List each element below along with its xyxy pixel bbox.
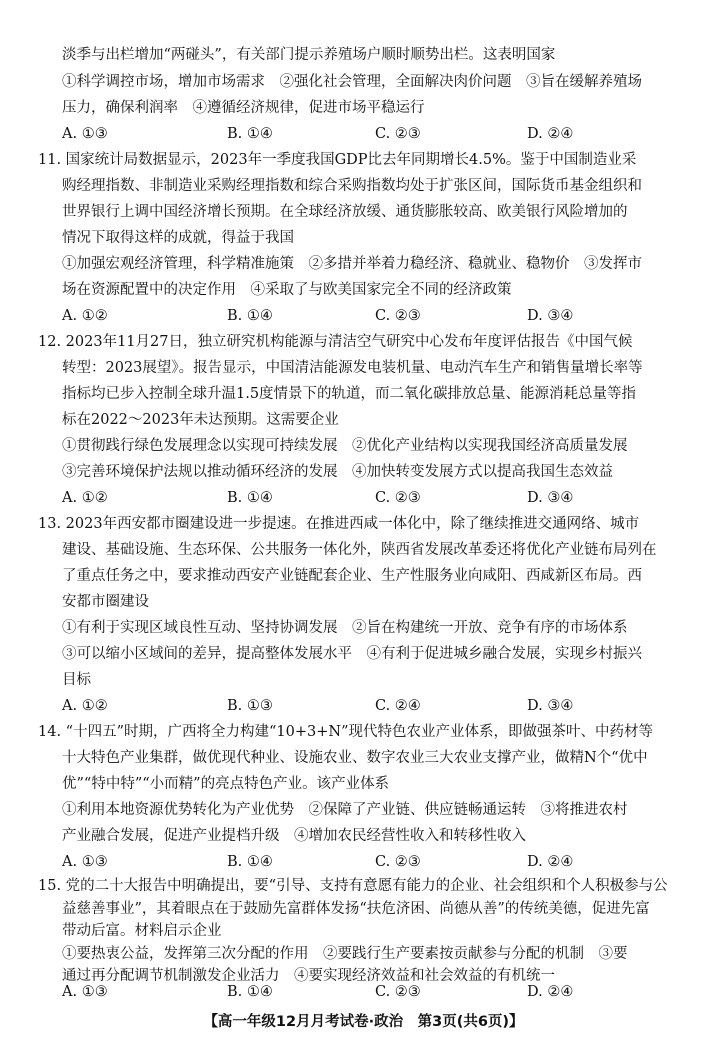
answer-options xyxy=(62,124,672,144)
choice-statements-line: 目标 xyxy=(62,672,91,688)
question-stem-line: 带动后富。材料启示企业 xyxy=(62,923,222,939)
choice-statements-line: 通过再分配调节机制激发企业活力 ④要实现经济效益和社会效益的有机统一 xyxy=(62,968,555,984)
question-stem-line: 优”“特中特”“小而精”的亮点特色产业。该产业体系 xyxy=(62,776,390,792)
option-d: D. ②④ xyxy=(527,984,574,1000)
question-text-line: 淡季与出栏增加“两碰头”，有关部门提示养殖场户顺时顺势出栏。这表明国家 xyxy=(62,47,556,63)
choice-statements-line: 场在资源配置中的决定作用 ④采取了与欧美国家完全不同的经济政策 xyxy=(62,282,512,298)
option-a: A. ①③ xyxy=(62,126,108,142)
option-a: A. ①③ xyxy=(62,854,108,870)
choice-statements-line: ①要热衷公益，发挥第三次分配的作用 ②要践行生产要素按贡献参与分配的机制 ③要 xyxy=(62,946,628,962)
question-stem-line: 了重点任务之中，要求推动西安产业链配套企业、生产性服务业向咸阳、西咸新区布局。西 xyxy=(62,568,642,584)
option-a: A. ①② xyxy=(62,490,108,506)
option-c: C. ②③ xyxy=(375,854,421,870)
answer-options xyxy=(62,488,672,508)
option-d: D. ③④ xyxy=(527,490,574,506)
option-b: B. ①④ xyxy=(227,126,273,142)
answer-options xyxy=(62,852,672,872)
option-d: D. ②④ xyxy=(527,126,574,142)
choice-statements-line: ③完善环境保护法规以推动循环经济的发展 ④加快转变发展方式以提高我国生态效益 xyxy=(62,464,613,480)
question-stem-line: 15. 党的二十大报告中明确提出，要“引导、支持有意愿有能力的企业、社会组织和个人积极参与公 xyxy=(38,878,668,894)
question-stem-line: 11. 国家统计局数据显示，2023年一季度我国GDP比去年同期增长4.5%。鉴于中国制造业采 xyxy=(38,152,637,168)
option-b: B. ①④ xyxy=(227,854,273,870)
choice-statements-line: ①贯彻践行绿色发展理念以实现可持续发展 ②优化产业结构以实现我国经济高质量发展 xyxy=(62,438,628,454)
option-c: C. ②③ xyxy=(375,308,421,324)
question-stem-line: 14. “十四五”时期，广西将全力构建“10+3+N”现代特色农业产业体系，即做强茶叶、中药材等 xyxy=(38,724,653,740)
option-a: A. ①② xyxy=(62,698,108,714)
answer-options xyxy=(62,306,672,326)
option-d: D. ②④ xyxy=(527,854,574,870)
option-b: B. ①④ xyxy=(227,490,273,506)
option-b: B. ①③ xyxy=(227,698,273,714)
question-stem-line: 益慈善事业”，其着眼点在于鼓励先富群体发扬“扶危济困、尚德从善”的传统美德，促进先富 xyxy=(62,901,650,917)
choice-statements-line: ①利用本地资源优势转化为产业优势 ②保障了产业链、供应链畅通运转 ③将推进农村 xyxy=(62,802,628,818)
option-c: C. ②③ xyxy=(375,490,421,506)
choice-statements-line: ③可以缩小区域间的差异，提高整体发展水平 ④有利于促进城乡融合发展，实现乡村振兴 xyxy=(62,646,642,662)
answer-options xyxy=(62,696,672,716)
choice-statements-line: ①科学调控市场，增加市场需求 ②强化社会管理，全面解决肉价问题 ③旨在缓解养殖场 xyxy=(62,74,642,90)
option-c: C. ②③ xyxy=(375,126,421,142)
question-stem-line: 指标均已步入控制全球升温1.5度情景下的轨道，而二氧化碳排放总量、能源消耗总量等指 xyxy=(62,386,637,402)
option-b: B. ①④ xyxy=(227,308,273,324)
question-stem-line: 购经理指数、非制造业采购经理指数和综合采购指数均处于扩张区间，国际货币基金组织和 xyxy=(62,178,642,194)
option-c: C. ②④ xyxy=(375,698,421,714)
question-stem-line: 世界银行上调中国经济增长预期。在全球经济放缓、通货膨胀较高、欧美银行风险增加的 xyxy=(62,204,628,220)
option-d: D. ③④ xyxy=(527,698,574,714)
question-stem-line: 12. 2023年11月27日，独立研究机构能源与清洁空气研究中心发布年度评估报告《中国气候 xyxy=(38,334,633,350)
page-footer: 【高一年级12月月考试卷·政治 第3页(共6页)】 xyxy=(203,1014,524,1030)
choice-statements-line: 压力，确保利润率 ④遵循经济规律，促进市场平稳运行 xyxy=(62,100,425,116)
question-stem-line: 标在2022～2023年未达预期。这需要企业 xyxy=(62,412,339,428)
choice-statements-line: 产业融合发展，促进产业提档升级 ④增加农民经营性收入和转移性收入 xyxy=(62,828,526,844)
option-a: A. ①② xyxy=(62,308,108,324)
option-b: B. ①④ xyxy=(227,984,273,1000)
answer-options xyxy=(62,982,672,1002)
choice-statements-line: ①加强宏观经济管理，科学精准施策 ②多措并举着力稳经济、稳就业、稳物价 ③发挥市 xyxy=(62,256,642,272)
option-d: D. ③④ xyxy=(527,308,574,324)
question-stem-line: 转型：2023展望》。报告显示，中国清洁能源发电装机量、电动汽车生产和销售量增长率等 xyxy=(62,360,643,376)
question-stem-line: 十大特色产业集群，做优现代种业、设施农业、数字农业三大农业支撑产业，做精N个“优中 xyxy=(62,750,648,766)
option-c: C. ②③ xyxy=(375,984,421,1000)
option-a: A. ①③ xyxy=(62,984,108,1000)
choice-statements-line: ①有利于实现区域良性互动、坚持协调发展 ②旨在构建统一开放、竞争有序的市场体系 xyxy=(62,620,628,636)
question-stem-line: 建设、基础设施、生态环保、公共服务一体化外，陕西省发展改革委还将优化产业链布局列在 xyxy=(62,542,657,558)
question-stem-line: 情况下取得这样的成就，得益于我国 xyxy=(62,230,294,246)
question-stem-line: 13. 2023年西安都市圈建设进一步提速。在推进西咸一体化中，除了继续推进交通网络、城市 xyxy=(38,516,640,532)
question-stem-line: 安都市圈建设 xyxy=(62,594,149,610)
